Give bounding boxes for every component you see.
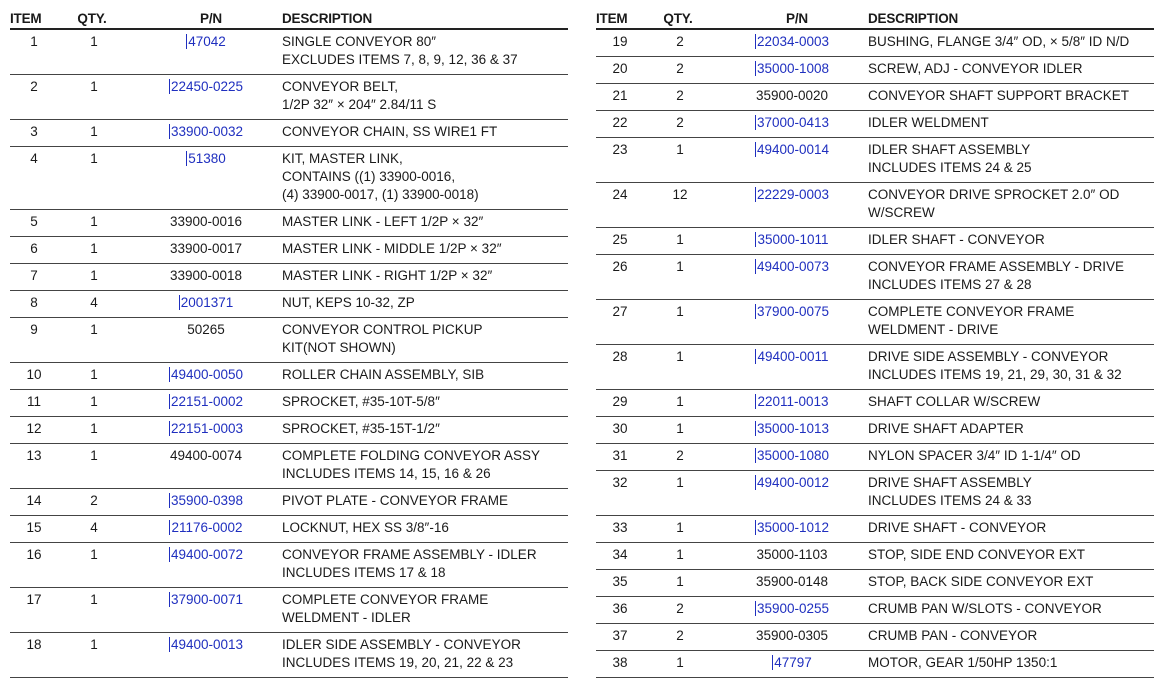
description <box>282 543 568 587</box>
description-line: MASTER LINK - MIDDLE 1/2P × 32″ <box>282 241 502 256</box>
table-header <box>10 8 568 30</box>
table-row <box>596 624 1154 651</box>
quantity: 1 <box>676 655 684 670</box>
quantity: 1 <box>90 421 98 436</box>
description-line: CONVEYOR BELT, <box>282 79 399 94</box>
description <box>282 120 568 146</box>
quantity: 2 <box>676 601 684 616</box>
table-row <box>596 255 1154 300</box>
part-number-cell <box>130 30 282 74</box>
description-line: INCLUDES ITEMS 14, 15, 16 & 26 <box>282 466 491 481</box>
description-line: STOP, SIDE END CONVEYOR EXT <box>868 547 1086 562</box>
description-line: MOTOR, GEAR 1/50HP 1350:1 <box>868 655 1058 670</box>
quantity: 2 <box>676 34 684 49</box>
description-line: COMPLETE FOLDING CONVEYOR ASSY <box>282 448 541 463</box>
description <box>282 264 568 290</box>
item-number: 21 <box>612 88 628 103</box>
parts-table-right <box>596 8 1154 678</box>
description <box>868 516 1154 542</box>
table-row <box>10 147 568 210</box>
description-line: CRUMB PAN W/SLOTS - CONVEYOR <box>868 601 1102 616</box>
description <box>282 291 568 317</box>
part-number-cell <box>716 228 868 254</box>
description-line: WELDMENT - DRIVE <box>868 322 999 337</box>
description-line: ROLLER CHAIN ASSEMBLY, SIB <box>282 367 485 382</box>
description-line: BUSHING, FLANGE 3/4″ OD, × 5/8″ ID N/D <box>868 34 1130 49</box>
description <box>868 30 1154 56</box>
part-number-cell <box>716 570 868 596</box>
description <box>868 300 1154 344</box>
table-row <box>596 597 1154 624</box>
part-number-link[interactable]: 49400-0014 <box>756 142 830 157</box>
item-number: 24 <box>612 187 628 202</box>
description-line: W/SCREW <box>868 205 935 220</box>
quantity: 1 <box>676 304 684 319</box>
description-line: PIVOT PLATE - CONVEYOR FRAME <box>282 493 509 508</box>
quantity: 1 <box>676 475 684 490</box>
part-number: 35900-0148 <box>755 574 829 589</box>
quantity: 2 <box>676 88 684 103</box>
description <box>282 588 568 632</box>
table-row <box>596 651 1154 678</box>
part-number-cell <box>716 255 868 299</box>
part-number: 50265 <box>187 322 225 337</box>
part-number-cell <box>716 390 868 416</box>
part-number-link[interactable]: 35000-1011 <box>757 232 829 247</box>
table-row <box>596 57 1154 84</box>
description <box>282 210 568 236</box>
quantity: 1 <box>90 241 98 256</box>
table-row <box>596 471 1154 516</box>
description-line: INCLUDES ITEMS 17 & 18 <box>282 565 446 580</box>
item-number: 17 <box>26 592 42 607</box>
item-number: 18 <box>26 637 42 652</box>
description-line: NYLON SPACER 3/4″ ID 1-1/4″ OD <box>868 448 1081 463</box>
description <box>868 111 1154 137</box>
table-row <box>596 417 1154 444</box>
part-number-link[interactable]: 22450-0225 <box>170 79 244 94</box>
part-number-cell <box>716 183 868 227</box>
part-number-cell <box>130 543 282 587</box>
part-number-link[interactable]: 35000-1008 <box>756 61 830 76</box>
table-row <box>10 390 568 417</box>
part-number-cell <box>130 390 282 416</box>
item-number: 20 <box>612 61 628 76</box>
part-number: 35900-0020 <box>755 88 829 103</box>
part-number-link[interactable]: 49400-0012 <box>756 475 830 490</box>
description <box>282 30 568 74</box>
part-number-cell <box>130 444 282 488</box>
table-row <box>10 633 568 678</box>
quantity: 1 <box>90 367 98 382</box>
part-number: 35000-1103 <box>756 547 828 562</box>
description-line: CONVEYOR FRAME ASSEMBLY - DRIVE <box>868 259 1125 274</box>
part-number-link[interactable]: 49400-0073 <box>756 259 830 274</box>
item-number: 38 <box>612 655 628 670</box>
part-number-link[interactable]: 22034-0003 <box>756 34 830 49</box>
quantity: 1 <box>90 268 98 283</box>
part-number-cell <box>130 318 282 362</box>
table-row <box>596 30 1154 57</box>
quantity: 1 <box>90 394 98 409</box>
part-number-cell <box>716 111 868 137</box>
description-line: EXCLUDES ITEMS 7, 8, 9, 12, 36 & 37 <box>282 52 518 67</box>
description <box>868 84 1154 110</box>
item-number: 30 <box>612 421 628 436</box>
description-line: SCREW, ADJ - CONVEYOR IDLER <box>868 61 1083 76</box>
quantity: 1 <box>676 421 684 436</box>
description <box>868 255 1154 299</box>
description-line: KIT, MASTER LINK, <box>282 151 403 166</box>
description <box>282 237 568 263</box>
description <box>868 597 1154 623</box>
part-number-cell <box>130 264 282 290</box>
item-number: 13 <box>26 448 42 463</box>
item-number: 14 <box>26 493 42 508</box>
header-qty: QTY. <box>663 10 693 26</box>
description <box>868 417 1154 443</box>
part-number-cell <box>130 363 282 389</box>
quantity: 1 <box>676 547 684 562</box>
quantity: 1 <box>90 34 98 49</box>
description-line: WELDMENT - IDLER <box>282 610 411 625</box>
part-number-cell <box>716 471 868 515</box>
description-line: IDLER SHAFT - CONVEYOR <box>868 232 1045 247</box>
table-row <box>596 543 1154 570</box>
item-number: 23 <box>612 142 628 157</box>
part-number-link[interactable]: 49400-0011 <box>757 349 829 364</box>
part-number: 49400-0074 <box>169 448 243 463</box>
item-number: 26 <box>612 259 628 274</box>
item-number: 29 <box>612 394 628 409</box>
description-line: STOP, BACK SIDE CONVEYOR EXT <box>868 574 1094 589</box>
item-number: 36 <box>612 601 628 616</box>
item-number: 1 <box>30 34 38 49</box>
description-line: COMPLETE CONVEYOR FRAME <box>868 304 1075 319</box>
table-row <box>10 318 568 363</box>
description-line: DRIVE SIDE ASSEMBLY - CONVEYOR <box>868 349 1109 364</box>
description-line: DRIVE SHAFT - CONVEYOR <box>868 520 1047 535</box>
item-number: 22 <box>612 115 628 130</box>
item-number: 10 <box>26 367 42 382</box>
quantity: 1 <box>676 394 684 409</box>
part-number-cell <box>716 57 868 83</box>
quantity: 1 <box>90 214 98 229</box>
part-number-cell <box>716 345 868 389</box>
part-number-link[interactable]: 22011-0013 <box>757 394 829 409</box>
description-line: INCLUDES ITEMS 24 & 25 <box>868 160 1032 175</box>
part-number-link[interactable]: 22151-0003 <box>170 421 244 436</box>
description-line: MASTER LINK - LEFT 1/2P × 32″ <box>282 214 484 229</box>
part-number-link[interactable]: 33900-0032 <box>170 124 244 139</box>
description <box>282 516 568 542</box>
table-row <box>10 237 568 264</box>
part-number: 33900-0016 <box>169 214 243 229</box>
item-number: 15 <box>26 520 42 535</box>
description-line: NUT, KEPS 10-32, ZP <box>282 295 415 310</box>
part-number-link[interactable]: 35000-1080 <box>756 448 830 463</box>
item-number: 35 <box>612 574 628 589</box>
part-number-link[interactable]: 37900-0075 <box>756 304 830 319</box>
description <box>868 228 1154 254</box>
description-line: CONVEYOR DRIVE SPROCKET 2.0″ OD <box>868 187 1120 202</box>
description-line: IDLER SIDE ASSEMBLY - CONVEYOR <box>282 637 521 652</box>
description <box>868 183 1154 227</box>
part-number-cell <box>716 138 868 182</box>
description <box>282 633 568 677</box>
description <box>282 390 568 416</box>
description-line: SHAFT COLLAR W/SCREW <box>868 394 1041 409</box>
description <box>282 318 568 362</box>
table-row <box>596 138 1154 183</box>
table-row <box>10 489 568 516</box>
quantity: 1 <box>676 142 684 157</box>
item-number: 9 <box>30 322 38 337</box>
description-line: DRIVE SHAFT ASSEMBLY <box>868 475 1032 490</box>
quantity: 2 <box>676 61 684 76</box>
table-row <box>596 570 1154 597</box>
item-number: 34 <box>612 547 628 562</box>
description <box>868 543 1154 569</box>
description-line: INCLUDES ITEMS 24 & 33 <box>868 493 1032 508</box>
part-number-link[interactable]: 37000-0413 <box>756 115 830 130</box>
item-number: 2 <box>30 79 38 94</box>
item-number: 6 <box>30 241 38 256</box>
table-row <box>596 183 1154 228</box>
part-number-link[interactable]: 2001371 <box>180 295 234 310</box>
description-line: LOCKNUT, HEX SS 3/8″-16 <box>282 520 449 535</box>
part-number-cell <box>130 147 282 209</box>
part-number-cell <box>130 237 282 263</box>
table-body <box>596 30 1154 678</box>
table-row <box>10 291 568 318</box>
description-line: CONVEYOR CONTROL PICKUP <box>282 322 483 337</box>
quantity: 1 <box>676 259 684 274</box>
table-row <box>10 543 568 588</box>
item-number: 27 <box>612 304 628 319</box>
part-number-link[interactable]: 49400-0072 <box>170 547 244 562</box>
description-line: SPROCKET, #35-15T-1/2″ <box>282 421 440 436</box>
header-description: DESCRIPTION <box>282 10 373 26</box>
part-number-link[interactable]: 37900-0071 <box>170 592 244 607</box>
description-line: CONVEYOR SHAFT SUPPORT BRACKET <box>868 88 1130 103</box>
quantity: 1 <box>90 547 98 562</box>
description-line: SINGLE CONVEYOR 80″ <box>282 34 437 49</box>
item-number: 4 <box>30 151 38 166</box>
header-description: DESCRIPTION <box>868 10 959 26</box>
part-number-cell <box>130 291 282 317</box>
part-number-link[interactable]: 35900-0255 <box>756 601 830 616</box>
part-number-cell <box>716 597 868 623</box>
part-number-link[interactable]: 35900-0398 <box>170 493 244 508</box>
part-number-link[interactable]: 47797 <box>774 655 812 670</box>
table-body <box>10 30 568 678</box>
quantity: 1 <box>676 349 684 364</box>
description-line: INCLUDES ITEMS 27 & 28 <box>868 277 1032 292</box>
quantity: 1 <box>676 574 684 589</box>
item-number: 19 <box>612 34 628 49</box>
quantity: 1 <box>90 124 98 139</box>
description-line: KIT(NOT SHOWN) <box>282 340 396 355</box>
item-number: 16 <box>26 547 42 562</box>
item-number: 12 <box>26 421 42 436</box>
description <box>282 75 568 119</box>
table-row <box>596 84 1154 111</box>
part-number-link[interactable]: 49400-0013 <box>170 637 244 652</box>
description-line: CRUMB PAN - CONVEYOR <box>868 628 1038 643</box>
part-number-link[interactable]: 49400-0050 <box>170 367 244 382</box>
quantity: 1 <box>90 592 98 607</box>
description-line: 1/2P 32″ × 204″ 2.84/11 S <box>282 97 437 112</box>
parts-table-left <box>10 8 568 678</box>
description <box>868 57 1154 83</box>
part-number-link[interactable]: 22151-0002 <box>170 394 244 409</box>
table-row <box>596 444 1154 471</box>
description-line: (4) 33900-0017, (1) 33900-0018) <box>282 187 479 202</box>
quantity: 1 <box>676 520 684 535</box>
part-number-cell <box>716 543 868 569</box>
item-number: 7 <box>30 268 38 283</box>
item-number: 3 <box>30 124 38 139</box>
item-number: 32 <box>612 475 628 490</box>
description-line: INCLUDES ITEMS 19, 21, 29, 30, 31 & 32 <box>868 367 1122 382</box>
table-row <box>10 210 568 237</box>
table-row <box>10 516 568 543</box>
part-number-cell <box>130 588 282 632</box>
part-number: 33900-0017 <box>169 241 243 256</box>
part-number-cell <box>716 624 868 650</box>
item-number: 28 <box>612 349 628 364</box>
table-row <box>10 30 568 75</box>
header-qty: QTY. <box>77 10 107 26</box>
part-number-cell <box>130 210 282 236</box>
quantity: 12 <box>672 187 688 202</box>
part-number-link[interactable]: 47042 <box>188 34 226 49</box>
part-number-cell <box>716 651 868 677</box>
description <box>868 444 1154 470</box>
description <box>282 444 568 488</box>
description-line: CONVEYOR CHAIN, SS WIRE1 FT <box>282 124 498 139</box>
item-number: 25 <box>612 232 628 247</box>
item-number: 33 <box>612 520 628 535</box>
part-number-link[interactable]: 35000-1013 <box>756 421 830 436</box>
description <box>282 363 568 389</box>
description-line: CONTAINS ((1) 33900-0016, <box>282 169 456 184</box>
quantity: 1 <box>90 79 98 94</box>
part-number-cell <box>716 516 868 542</box>
part-number-link[interactable]: 35000-1012 <box>756 520 830 535</box>
quantity: 2 <box>90 493 98 508</box>
header-item: ITEM <box>596 10 628 26</box>
quantity: 1 <box>90 448 98 463</box>
description <box>868 345 1154 389</box>
part-number-cell <box>130 417 282 443</box>
part-number-cell <box>716 417 868 443</box>
table-row <box>596 300 1154 345</box>
description-line: IDLER WELDMENT <box>868 115 989 130</box>
table-header <box>596 8 1154 30</box>
table-row <box>596 111 1154 138</box>
table-row <box>10 588 568 633</box>
description-line: INCLUDES ITEMS 19, 20, 21, 22 & 23 <box>282 655 514 670</box>
header-pn: P/N <box>200 10 222 26</box>
part-number-link[interactable]: 51380 <box>188 151 226 166</box>
quantity: 2 <box>676 448 684 463</box>
item-number: 11 <box>26 394 41 409</box>
description <box>868 390 1154 416</box>
description <box>868 471 1154 515</box>
description-line: IDLER SHAFT ASSEMBLY <box>868 142 1031 157</box>
part-number-cell <box>716 300 868 344</box>
part-number: 35900-0305 <box>755 628 829 643</box>
description-line: MASTER LINK - RIGHT 1/2P × 32″ <box>282 268 493 283</box>
table-row <box>10 264 568 291</box>
description-line: CONVEYOR FRAME ASSEMBLY - IDLER <box>282 547 537 562</box>
description <box>868 570 1154 596</box>
description <box>282 417 568 443</box>
description <box>868 651 1154 677</box>
description <box>282 147 568 209</box>
item-number: 8 <box>30 295 38 310</box>
part-number-link[interactable]: 22229-0003 <box>756 187 830 202</box>
description <box>868 138 1154 182</box>
table-row <box>10 444 568 489</box>
description <box>868 624 1154 650</box>
description-line: DRIVE SHAFT ADAPTER <box>868 421 1024 436</box>
quantity: 2 <box>676 115 684 130</box>
item-number: 37 <box>612 628 628 643</box>
quantity: 1 <box>676 232 684 247</box>
quantity: 4 <box>90 295 98 310</box>
part-number-cell <box>716 444 868 470</box>
table-row <box>596 516 1154 543</box>
part-number: 33900-0018 <box>169 268 243 283</box>
part-number-cell <box>130 489 282 515</box>
table-row <box>10 75 568 120</box>
quantity: 2 <box>676 628 684 643</box>
quantity: 1 <box>90 637 98 652</box>
quantity: 1 <box>90 322 98 337</box>
table-row <box>10 417 568 444</box>
part-number-link[interactable]: 21176-0002 <box>171 520 243 535</box>
description-line: COMPLETE CONVEYOR FRAME <box>282 592 489 607</box>
header-item: ITEM <box>10 10 42 26</box>
quantity: 4 <box>90 520 98 535</box>
table-row <box>596 390 1154 417</box>
part-number-cell <box>130 120 282 146</box>
item-number: 31 <box>612 448 628 463</box>
header-pn: P/N <box>786 10 808 26</box>
table-row <box>10 363 568 390</box>
description-line: SPROCKET, #35-10T-5/8″ <box>282 394 440 409</box>
table-row <box>596 228 1154 255</box>
part-number-cell <box>130 516 282 542</box>
part-number-cell <box>130 633 282 677</box>
part-number-cell <box>130 75 282 119</box>
part-number-cell <box>716 84 868 110</box>
description <box>282 489 568 515</box>
item-number: 5 <box>30 214 38 229</box>
part-number-cell <box>716 30 868 56</box>
quantity: 1 <box>90 151 98 166</box>
table-row <box>596 345 1154 390</box>
table-row <box>10 120 568 147</box>
